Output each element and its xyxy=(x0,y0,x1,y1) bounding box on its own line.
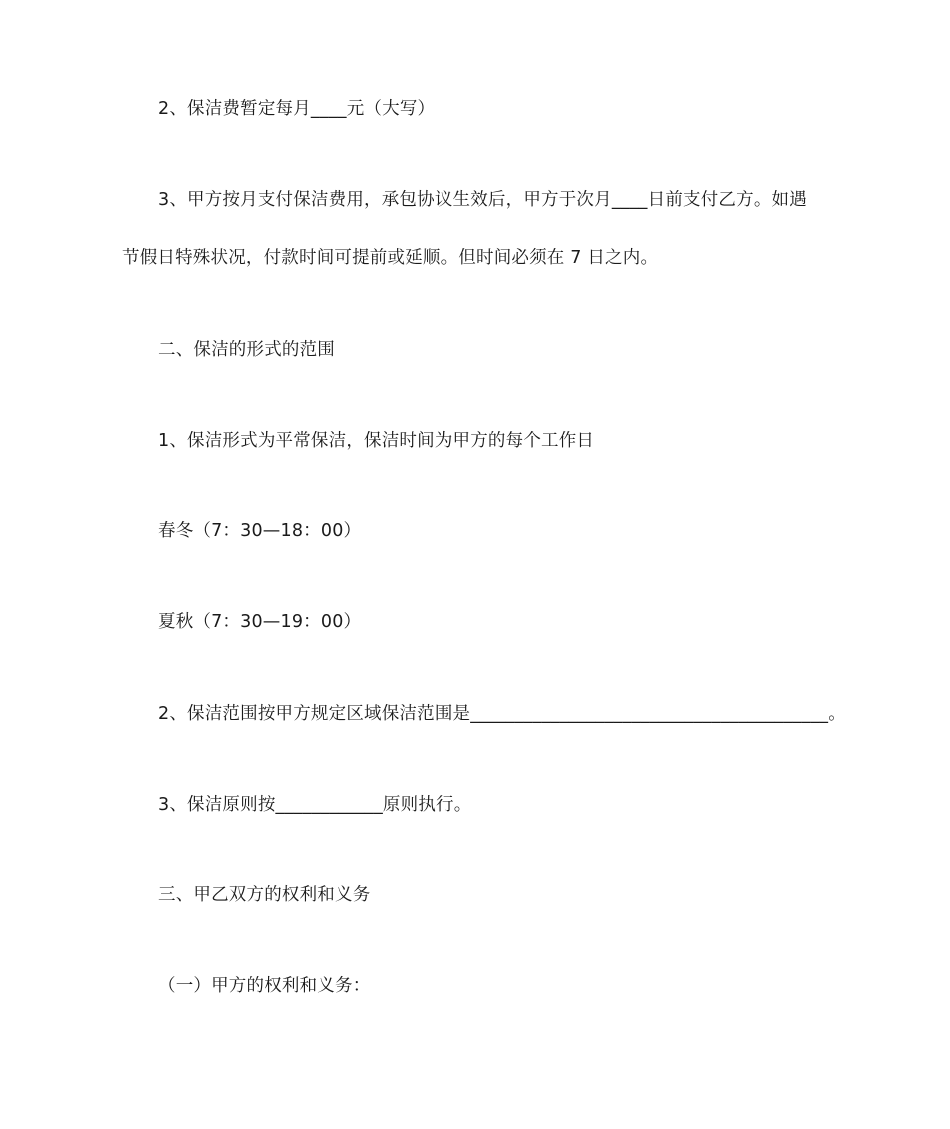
fee-clause: 2、保洁费暂定每月____元（大写） xyxy=(158,99,436,119)
cleaning-principle-clause: 3、保洁原则按____________原则执行。 xyxy=(158,795,472,815)
cleaning-form-clause: 1、保洁形式为平常保洁，保洁时间为甲方的每个工作日 xyxy=(158,431,595,451)
section-heading-rights: 三、甲乙双方的权利和义务 xyxy=(158,885,371,905)
section-heading-scope: 二、保洁的形式的范围 xyxy=(158,340,335,360)
payment-clause-continued: 节假日特殊状况，付款时间可提前或延顺。但时间必须在 7 日之内。 xyxy=(122,248,659,268)
cleaning-area-clause: 2、保洁范围按甲方规定区域保洁范围是________________________________________。 xyxy=(158,704,846,724)
party-a-rights-heading: （一）甲方的权利和义务： xyxy=(158,976,371,996)
payment-clause: 3、甲方按月支付保洁费用，承包协议生效后，甲方于次月____日前支付乙方。如遇 xyxy=(158,190,807,210)
summer-autumn-hours: 夏秋（7：30—19：00） xyxy=(158,612,362,632)
spring-winter-hours: 春冬（7：30—18：00） xyxy=(158,521,362,541)
